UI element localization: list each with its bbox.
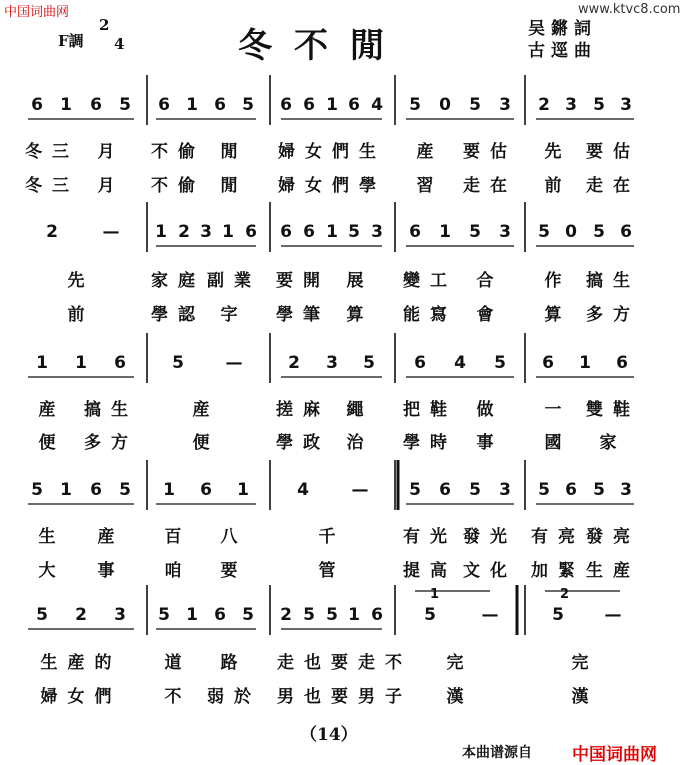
note: 5: [31, 480, 43, 500]
lyric: 事: [97, 561, 125, 581]
song-title: 冬不閒: [238, 26, 406, 66]
note: 1: [579, 353, 591, 373]
source-site: 中国词曲网: [572, 745, 657, 765]
lyric: 産: [192, 400, 220, 420]
note: 6: [303, 222, 315, 242]
lyric: 閒: [220, 142, 248, 162]
note: 5: [119, 480, 131, 500]
lyric: 婦女們: [40, 687, 122, 707]
note: 1: [60, 95, 72, 115]
note: 5: [538, 222, 550, 242]
note: 3: [371, 222, 383, 242]
note: 1: [36, 353, 48, 373]
note: 3: [499, 480, 511, 500]
volta-number: 2: [560, 587, 570, 602]
note: 5: [119, 95, 131, 115]
lyric: 做: [476, 400, 504, 420]
note: 6: [280, 222, 292, 242]
note: 5: [158, 605, 170, 625]
lyric: 婦女們學: [278, 176, 386, 196]
lyric: 千: [318, 527, 346, 547]
note: 2: [46, 222, 58, 242]
note: 1: [237, 480, 249, 500]
note: 3: [620, 480, 632, 500]
composer-credit: 古逕曲: [528, 41, 597, 61]
lyric: 有光: [403, 527, 457, 547]
lyric: 月: [97, 142, 125, 162]
lyric: 算: [346, 305, 374, 325]
note: 5: [593, 222, 605, 242]
lyric: 月: [97, 176, 125, 196]
note: 6: [414, 353, 426, 373]
note: 5: [552, 605, 564, 625]
lyric: 大: [38, 561, 66, 581]
lyric: 提高: [403, 561, 457, 581]
lyric: 冬三: [25, 176, 79, 196]
note: 3: [620, 95, 632, 115]
lyric: 産: [416, 142, 444, 162]
lyric: 變工: [403, 271, 457, 291]
note: 6: [542, 353, 554, 373]
note: 5: [409, 95, 421, 115]
lyric: 學政: [276, 433, 330, 453]
lyric: 發光: [463, 527, 517, 547]
lyric: 不偷: [151, 142, 205, 162]
lyric: 發亮: [586, 527, 640, 547]
lyric: 會: [476, 305, 504, 325]
note: 5: [494, 353, 506, 373]
lyric: 走也要走不: [277, 653, 412, 673]
lyric: 家: [599, 433, 627, 453]
lyric: 能寫: [403, 305, 457, 325]
lyric: 雙鞋: [586, 400, 640, 420]
note: 6: [280, 95, 292, 115]
note: 2: [538, 95, 550, 115]
note: 6: [90, 480, 102, 500]
note: 5: [593, 95, 605, 115]
lyric: 管: [318, 561, 346, 581]
note: 6: [31, 95, 43, 115]
note: 5: [303, 605, 315, 625]
lyric: 前: [544, 176, 572, 196]
note: 6: [371, 605, 383, 625]
note: 5: [242, 95, 254, 115]
note: 3: [114, 605, 126, 625]
lyric: 有亮: [531, 527, 585, 547]
lyric: 前: [67, 305, 95, 325]
lyric: 學筆: [276, 305, 330, 325]
lyric: 搓麻: [276, 400, 330, 420]
watermark-right: www.ktvc8.com: [578, 2, 680, 17]
lyric: 道: [164, 653, 192, 673]
lyric: 産: [38, 400, 66, 420]
note: 1: [186, 605, 198, 625]
lyric: 多方: [586, 305, 640, 325]
note: 3: [499, 222, 511, 242]
lyric: 生産: [586, 561, 640, 581]
note: 4: [454, 353, 466, 373]
note: 1: [75, 353, 87, 373]
note: 5: [326, 605, 338, 625]
lyric: 路: [220, 653, 248, 673]
lyric: 把鞋: [403, 400, 457, 420]
lyric: 完: [446, 653, 474, 673]
dash-note: —: [481, 605, 499, 625]
lyric: 要估: [463, 142, 517, 162]
lyric: 國: [544, 433, 572, 453]
note: 1: [439, 222, 451, 242]
note: 4: [297, 480, 309, 500]
lyric: 繩: [346, 400, 374, 420]
lyric: 生: [38, 527, 66, 547]
note: 2: [75, 605, 87, 625]
note: 2: [288, 353, 300, 373]
note: 6: [565, 480, 577, 500]
note: 5: [469, 95, 481, 115]
note: 6: [616, 353, 628, 373]
lyric: 生産的: [40, 653, 122, 673]
time-signature-top: 2: [99, 16, 110, 34]
time-signature-bottom: 4: [114, 35, 125, 53]
lyric: 合: [476, 271, 504, 291]
note: 6: [90, 95, 102, 115]
note: 5: [593, 480, 605, 500]
note: 1: [348, 605, 360, 625]
lyric: 治: [346, 433, 374, 453]
dash-note: —: [604, 605, 622, 625]
note: 6: [409, 222, 421, 242]
note: 6: [620, 222, 632, 242]
note: 1: [163, 480, 175, 500]
note: 5: [172, 353, 184, 373]
note: 5: [36, 605, 48, 625]
lyric: 走在: [463, 176, 517, 196]
lyric: 搞生: [586, 271, 640, 291]
note: 6: [439, 480, 451, 500]
dash-note: —: [225, 353, 243, 373]
lyric: 學認: [151, 305, 205, 325]
note: 6: [200, 480, 212, 500]
note: 3: [565, 95, 577, 115]
note: 6: [214, 95, 226, 115]
key-signature: F調: [58, 32, 84, 50]
note: 5: [469, 480, 481, 500]
page-number: （14）: [300, 725, 358, 745]
lyric: 加緊: [531, 561, 585, 581]
note: 4: [371, 95, 383, 115]
watermark-left: 中国词曲网: [4, 5, 70, 20]
note: 6: [303, 95, 315, 115]
note: 2: [178, 222, 190, 242]
lyric: 家庭: [151, 271, 205, 291]
note: 5: [469, 222, 481, 242]
lyric: 一: [544, 400, 572, 420]
note: 1: [222, 222, 234, 242]
note: 0: [439, 95, 451, 115]
note: 5: [363, 353, 375, 373]
note: 1: [155, 222, 167, 242]
lyric: 事: [476, 433, 504, 453]
note: 0: [565, 222, 577, 242]
lyric: 算: [544, 305, 572, 325]
lyric: 文化: [463, 561, 517, 581]
dash-note: —: [102, 222, 120, 242]
note: 6: [245, 222, 257, 242]
note: 6: [348, 95, 360, 115]
note: 3: [499, 95, 511, 115]
note: 6: [158, 95, 170, 115]
note: 3: [200, 222, 212, 242]
lyric: 弱於: [207, 687, 261, 707]
lyric: 要估: [586, 142, 640, 162]
lyric: 先: [67, 271, 95, 291]
lyric: 多方: [84, 433, 138, 453]
lyric: 作: [544, 271, 572, 291]
lyric: 八: [220, 527, 248, 547]
note: 5: [424, 605, 436, 625]
lyric: 咱: [164, 561, 192, 581]
note: 5: [409, 480, 421, 500]
lyric: 不: [164, 687, 192, 707]
dash-note: —: [351, 480, 369, 500]
lyric: 副業: [207, 271, 261, 291]
lyric: 學時: [403, 433, 457, 453]
lyric: 冬三: [25, 142, 79, 162]
lyric: 産: [97, 527, 125, 547]
lyric: 不偷: [151, 176, 205, 196]
lyricist-credit: 吴鏘詞: [528, 19, 597, 39]
lyric: 婦女們生: [278, 142, 386, 162]
lyric: 搞生: [84, 400, 138, 420]
note: 3: [326, 353, 338, 373]
lyric: 字: [220, 305, 248, 325]
lyric: 閒: [220, 176, 248, 196]
lyric: 完: [571, 653, 599, 673]
note: 2: [280, 605, 292, 625]
lyric: 男也要男子: [277, 687, 412, 707]
lyric: 百: [164, 527, 192, 547]
source-text: 本曲谱源自: [462, 745, 532, 761]
note: 5: [242, 605, 254, 625]
lyric: 漢: [446, 687, 474, 707]
note: 1: [186, 95, 198, 115]
note: 6: [114, 353, 126, 373]
lyric: 漢: [571, 687, 599, 707]
lyric: 習: [416, 176, 444, 196]
volta-number: 1: [430, 587, 440, 602]
note: 6: [214, 605, 226, 625]
note: 1: [60, 480, 72, 500]
note: 1: [326, 95, 338, 115]
lyric: 展: [346, 271, 374, 291]
lyric: 要: [220, 561, 248, 581]
lyric: 便: [192, 433, 220, 453]
note: 5: [538, 480, 550, 500]
lyric: 要開: [276, 271, 330, 291]
note: 1: [326, 222, 338, 242]
lyric: 走在: [586, 176, 640, 196]
note: 5: [348, 222, 360, 242]
lyric: 便: [38, 433, 66, 453]
lyric: 先: [544, 142, 572, 162]
